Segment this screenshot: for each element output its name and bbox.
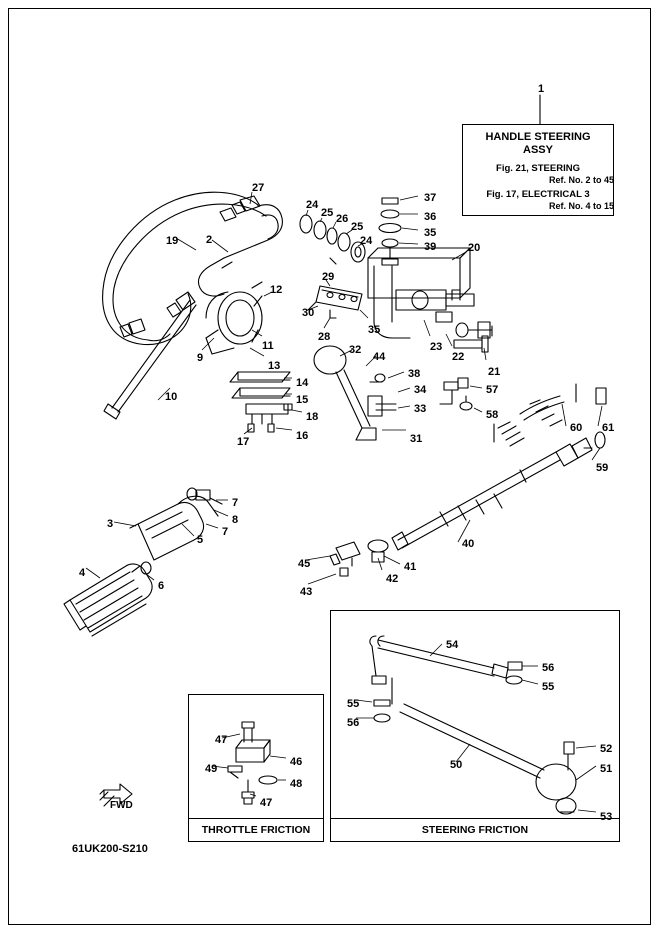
callout-number: 55 xyxy=(347,698,360,710)
steering-friction-title: STEERING FRICTION xyxy=(421,824,529,836)
callout-number: 47 xyxy=(215,734,228,746)
callout-number: 30 xyxy=(302,307,315,319)
assy-ref2-sub: Ref. No. 4 to 15 xyxy=(548,201,614,211)
callout-number: 16 xyxy=(296,430,309,442)
callout-number: 45 xyxy=(298,558,311,570)
throttle-panel-divider xyxy=(188,818,324,819)
throttle-friction-title: THROTTLE FRICTION xyxy=(201,824,311,836)
fwd-label: FWD xyxy=(110,800,133,811)
callout-number: 29 xyxy=(322,271,335,283)
callout-number: 27 xyxy=(252,182,265,194)
callout-number: 56 xyxy=(542,662,555,674)
callout-number: 55 xyxy=(542,681,555,693)
callout-number: 35 xyxy=(368,324,381,336)
callout-number: 32 xyxy=(349,344,362,356)
callout-number: 36 xyxy=(424,211,437,223)
callout-number: 47 xyxy=(260,797,273,809)
assy-title-line1: HANDLE STEERING xyxy=(485,131,591,143)
callout-number: 44 xyxy=(373,351,386,363)
callout-number: 8 xyxy=(232,514,239,526)
callout-number: 38 xyxy=(408,368,421,380)
callout-number: 28 xyxy=(318,331,331,343)
callout-number: 2 xyxy=(206,234,213,246)
callout-number: 23 xyxy=(430,341,443,353)
callout-number: 3 xyxy=(107,518,114,530)
callout-number: 43 xyxy=(300,586,313,598)
callout-number: 15 xyxy=(296,394,309,406)
callout-number: 25 xyxy=(321,207,334,219)
callout-number: 14 xyxy=(296,377,309,389)
callout-number: 11 xyxy=(262,340,274,352)
assy-ref2-title: Fig. 17, ELECTRICAL 3 xyxy=(486,189,590,200)
callout-number: 59 xyxy=(596,462,609,474)
callout-number: 5 xyxy=(197,534,204,546)
callout-number: 56 xyxy=(347,717,360,729)
callout-number: 35 xyxy=(424,227,437,239)
callout-number: 46 xyxy=(290,756,303,768)
callout-number: 26 xyxy=(336,213,349,225)
callout-number: 17 xyxy=(237,436,250,448)
callout-number: 40 xyxy=(462,538,475,550)
steering-friction-panel xyxy=(330,610,620,842)
callout-number: 50 xyxy=(450,759,463,771)
callout-number: 10 xyxy=(165,391,178,403)
callout-number: 54 xyxy=(446,639,459,651)
steering-panel-divider xyxy=(330,818,620,819)
callout-number: 9 xyxy=(197,352,204,364)
assy-title-line2: ASSY xyxy=(523,144,553,156)
callout-number: 57 xyxy=(486,384,499,396)
callout-number: 13 xyxy=(268,360,281,372)
callout-number: 41 xyxy=(404,561,417,573)
assy-ref1-title: Fig. 21, STEERING xyxy=(496,163,580,174)
assy-ref1-sub: Ref. No. 2 to 45 xyxy=(548,175,614,185)
callout-number: 61 xyxy=(602,422,615,434)
callout-number: 33 xyxy=(414,403,427,415)
callout-number: 31 xyxy=(410,433,423,445)
callout-number: 18 xyxy=(306,411,319,423)
callout-number: 20 xyxy=(468,242,481,254)
callout-number: 52 xyxy=(600,743,613,755)
callout-number: 39 xyxy=(424,241,437,253)
callout-number: 1 xyxy=(538,83,545,95)
callout-number: 58 xyxy=(486,409,499,421)
callout-number: 7 xyxy=(222,526,229,538)
callout-number: 53 xyxy=(600,811,613,823)
callout-number: 24 xyxy=(360,235,373,247)
callout-number: 21 xyxy=(488,366,501,378)
callout-number: 25 xyxy=(351,221,364,233)
callout-number: 34 xyxy=(414,384,427,396)
callout-number: 12 xyxy=(270,284,283,296)
callout-number: 7 xyxy=(232,497,239,509)
callout-number: 51 xyxy=(600,763,613,775)
callout-number: 60 xyxy=(570,422,583,434)
callout-number: 37 xyxy=(424,192,437,204)
callout-number: 49 xyxy=(205,763,218,775)
callout-number: 6 xyxy=(158,580,165,592)
callout-number: 22 xyxy=(452,351,465,363)
callout-number: 4 xyxy=(79,567,86,579)
callout-number: 19 xyxy=(166,235,179,247)
diagram-code: 61UK200-S210 xyxy=(72,843,148,855)
callout-number: 48 xyxy=(290,778,303,790)
callout-number: 42 xyxy=(386,573,399,585)
callout-number: 24 xyxy=(306,199,319,211)
